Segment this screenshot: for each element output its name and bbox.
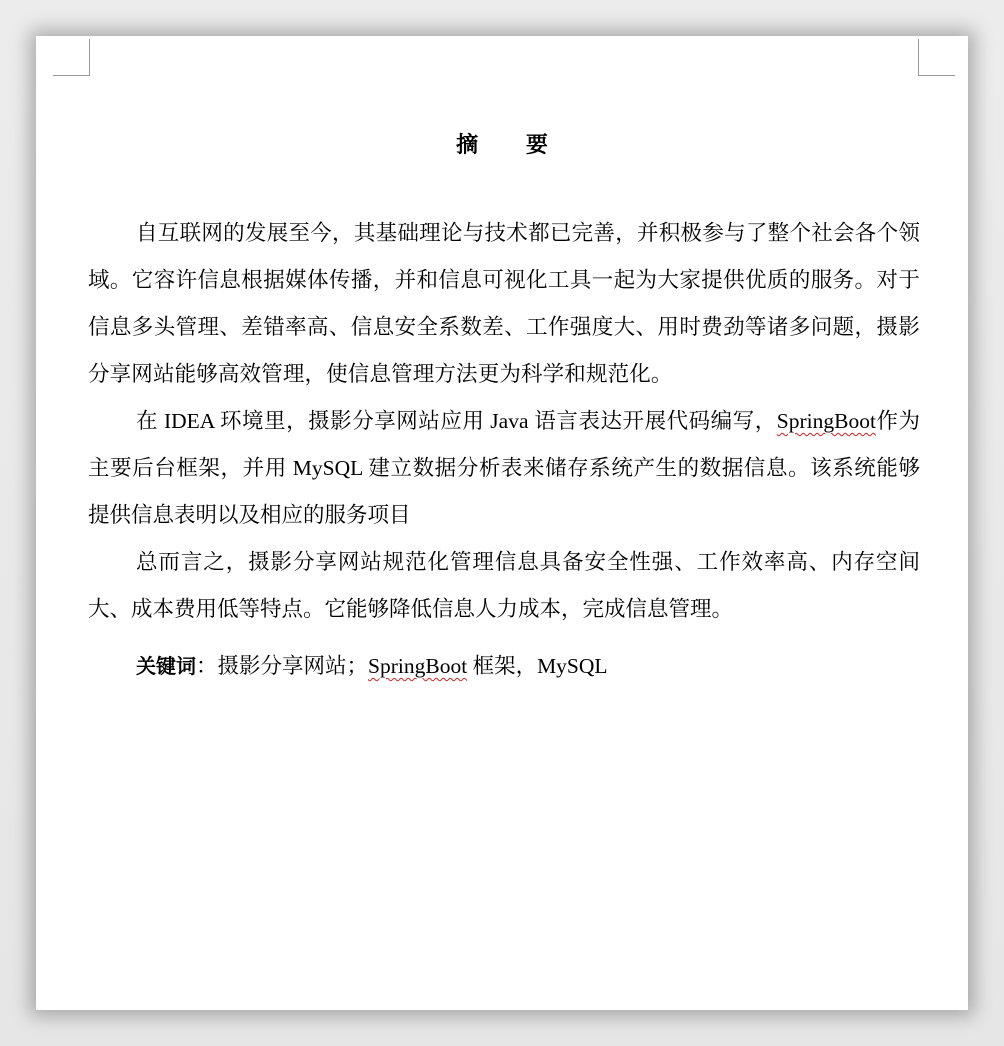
document-page <box>36 36 968 1010</box>
abstract-paragraph-3: 总而言之，摄影分享网站规范化管理信息具备安全性强、工作效率高、内存空间大、成本费用低等特点。它能够降低信息人力成本，完成信息管理。 <box>88 550 920 621</box>
keywords-label: 关键词 <box>136 654 196 678</box>
crop-mark-top-right <box>918 39 955 76</box>
keywords-text-end: 框架，MySQL <box>467 654 608 678</box>
page-title: 摘 要 <box>456 133 568 158</box>
abstract-body <box>88 210 920 690</box>
keywords-line <box>88 643 920 690</box>
abstract-paragraph-1: 自互联网的发展至今，其基础理论与技术都已完善，并积极参与了整个社会各个领域。它容许信息根据媒体传播，并和信息可视化工具一起为大家提供优质的服务。对于信息多头管理、差错率高、信息安全系数差、工作强度大、用时费劲等诸多问题，摄影分享网站能够高效管理，使信息管理方法更为科学和规范化。 <box>88 221 920 386</box>
abstract-paragraph-2 <box>88 398 920 539</box>
spellcheck-flagged-keyword[interactable]: SpringBoot <box>368 654 468 678</box>
spellcheck-flagged-word[interactable]: SpringBoot <box>776 409 876 433</box>
keywords-colon: ： <box>196 654 218 678</box>
paragraph-2-text-start: 在 IDEA 环境里，摄影分享网站应用 Java 语言表达开展代码编写， <box>136 409 777 433</box>
keywords-text-start: 摄影分享网站； <box>217 654 369 678</box>
paragraph-2-text-end: 作为主要后台框架，并用 MySQL 建立数据分析表来储存系统产生的数据信息。该系统能够提供信息表明以及相应的服务项目 <box>88 409 920 527</box>
crop-mark-top-left <box>53 39 90 76</box>
